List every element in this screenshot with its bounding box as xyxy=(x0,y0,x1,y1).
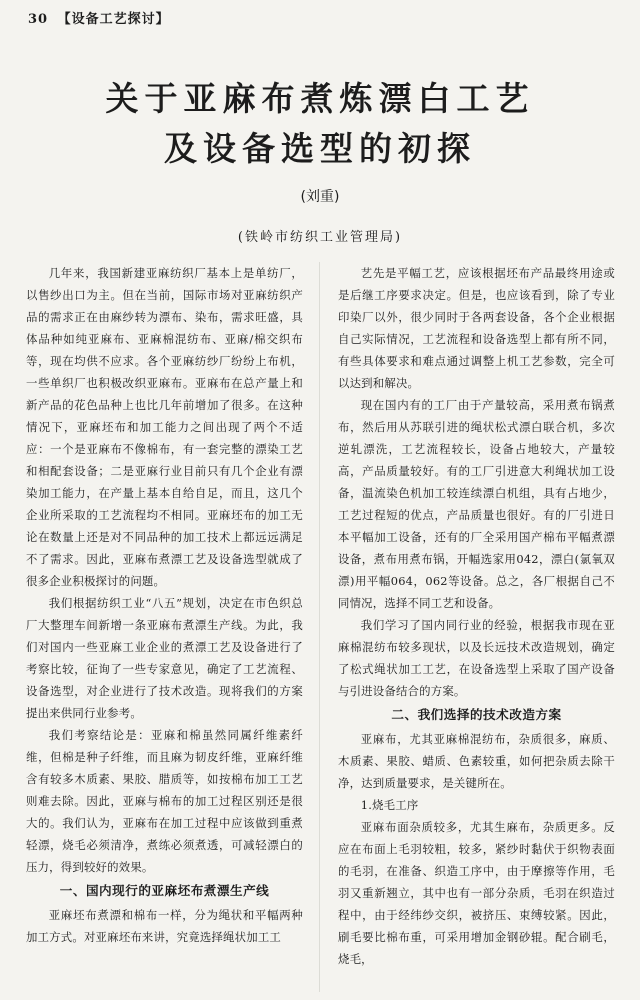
title-line-2: 及设备选型的初探 xyxy=(164,129,476,168)
paragraph: 艺先是平幅工艺，应该根据坯布产品最终用途或是后继工序要求决定。但是，也应该看到，除了专业印染厂以外，很少同时于各两套设备，各个企业根据自己实际情况，工艺流程和设备选型上都有所不同，有些具体要求和难点通过调整上机工艺参数，完全可以达到和解决。 xyxy=(338,266,615,390)
paragraph: 我们考察结论是：亚麻和棉虽然同属纤维素纤维，但棉是种子纤维，而且麻为韧皮纤维，亚麻纤维含有较多木质素、果胶、腊质等，如按棉布加工工艺则难去除。因此，亚麻与棉布的加工过程区别还是很大的。我们认为，亚麻布在加工过程中应该做到重煮轻漂，烧毛必须清净，煮练必须煮透，可减轻漂白的压力，得到较好的效果。 xyxy=(26,728,303,874)
section-heading-2: 二、我们选择的技术改造方案 xyxy=(391,707,562,722)
article-title xyxy=(0,74,640,174)
left-column xyxy=(26,262,303,998)
paragraph: 亚麻坯布煮漂和棉布一样，分为绳状和平幅两种加工方式。对亚麻坯布来讲，究竟选择绳状加工工 xyxy=(26,908,303,944)
paragraph: 现在国内有的工厂由于产量较高，采用煮布锅煮布，然后用从苏联引进的绳状松式漂白联合机，多次逆轧漂洗，工艺流程较长，设备占地较大，产量较高，产品质量较好。有的工厂引进意大利绳状加工设备，温流染色机加工较连续漂白机组，具有占地少，工艺过程短的优点，产品质量也很好。有的厂引进日本平幅加工设备，还有的厂全采用国产棉布平幅煮漂设备，煮布用煮布锅，开幅选家用042，漂白(氯氧双漂)用平幅064，062等设备。总之，各厂根据自己不同情况，选择不同工艺和设备。 xyxy=(338,398,615,610)
paragraph: 我们学习了国内同行业的经验，根据我市现在亚麻棉混纺布较多现状，以及长远技术改造规划，确定了松式绳状加工工艺，在设备选型上采取了国产设备与引进设备结合的方案。 xyxy=(338,618,615,698)
paragraph: 亚麻布面杂质较多，尤其生麻布，杂质更多。反应在布面上毛羽较粗，较多，紧纱时黏伏于织物表面的毛羽，在准备、织造工序中，由于摩擦等作用，毛羽又重新翘立，其中也有一部分杂质，毛羽在织造过程中，由于经纬纱交织，被挤压、束缚较紧。因此，刷毛要比棉布重，可采用增加金钢砂辊。配合刷毛，烧毛， xyxy=(338,820,615,966)
section-heading-1: 一、国内现行的亚麻坯布煮漂生产线 xyxy=(59,883,270,898)
journal-section: 【设备工艺探讨】 xyxy=(57,12,170,27)
page-number: 30 xyxy=(28,12,49,27)
author: (刘重) xyxy=(300,189,340,205)
paragraph: 亚麻布，尤其亚麻棉混纺布，杂质很多，麻质、木质素、果胶、蜡质、色素较重，如何把杂质去除干净，达到质量要求，是关键所在。 xyxy=(338,732,615,790)
running-header xyxy=(28,8,620,27)
right-column xyxy=(338,262,615,998)
paragraph: 我们根据纺织工业“八五”规划，决定在市色织总厂大整理车间新增一条亚麻布煮漂生产线。为此，我们对国内一些亚麻工业企业的煮漂工艺及设备进行了考察比较，征询了一些专家意见，确定了工艺流程、设备选型，对企业进行了技术改造。现将我们的方案提出来供同行业参考。 xyxy=(26,596,303,720)
column-divider xyxy=(319,262,320,992)
affiliation: (铁岭市纺织工业管理局) xyxy=(237,230,403,245)
title-line-1: 关于亚麻布煮炼漂白工艺 xyxy=(105,79,535,118)
paragraph: 几年来，我国新建亚麻纺织厂基本上是单纺厂，以售纱出口为主。但在当前，国际市场对亚麻纺织产品的需求正在由麻纱转为漂布、染布，需求旺盛，具体品种如纯亚麻布、亚麻棉混纺布、亚麻/棉交织布等，现在均供不应求。各个亚麻纺纱厂纷纷上布机，一些单织厂也积极改织亚麻布。亚麻布在总产量上和新产品的花色品种上也比几年前增加了很多。在这种情况下，亚麻坯布和加工能力之间出现了两个不适应：一个是亚麻布不像棉布，有一套完整的漂染工艺和相配套设备；二是亚麻行业目前只有几个企业有漂染加工能力，在产量上基本自给自足，而且，这几个企业所采取的工艺流程均不相同。亚麻坯布的加工无论在数量上还是对不同品种的加工技术上都远远满足不了需求。因此，亚麻布煮漂工艺及设备选型就成了很多企业积极探讨的问题。 xyxy=(26,266,303,588)
subheading: 1.烧毛工序 xyxy=(360,798,419,812)
